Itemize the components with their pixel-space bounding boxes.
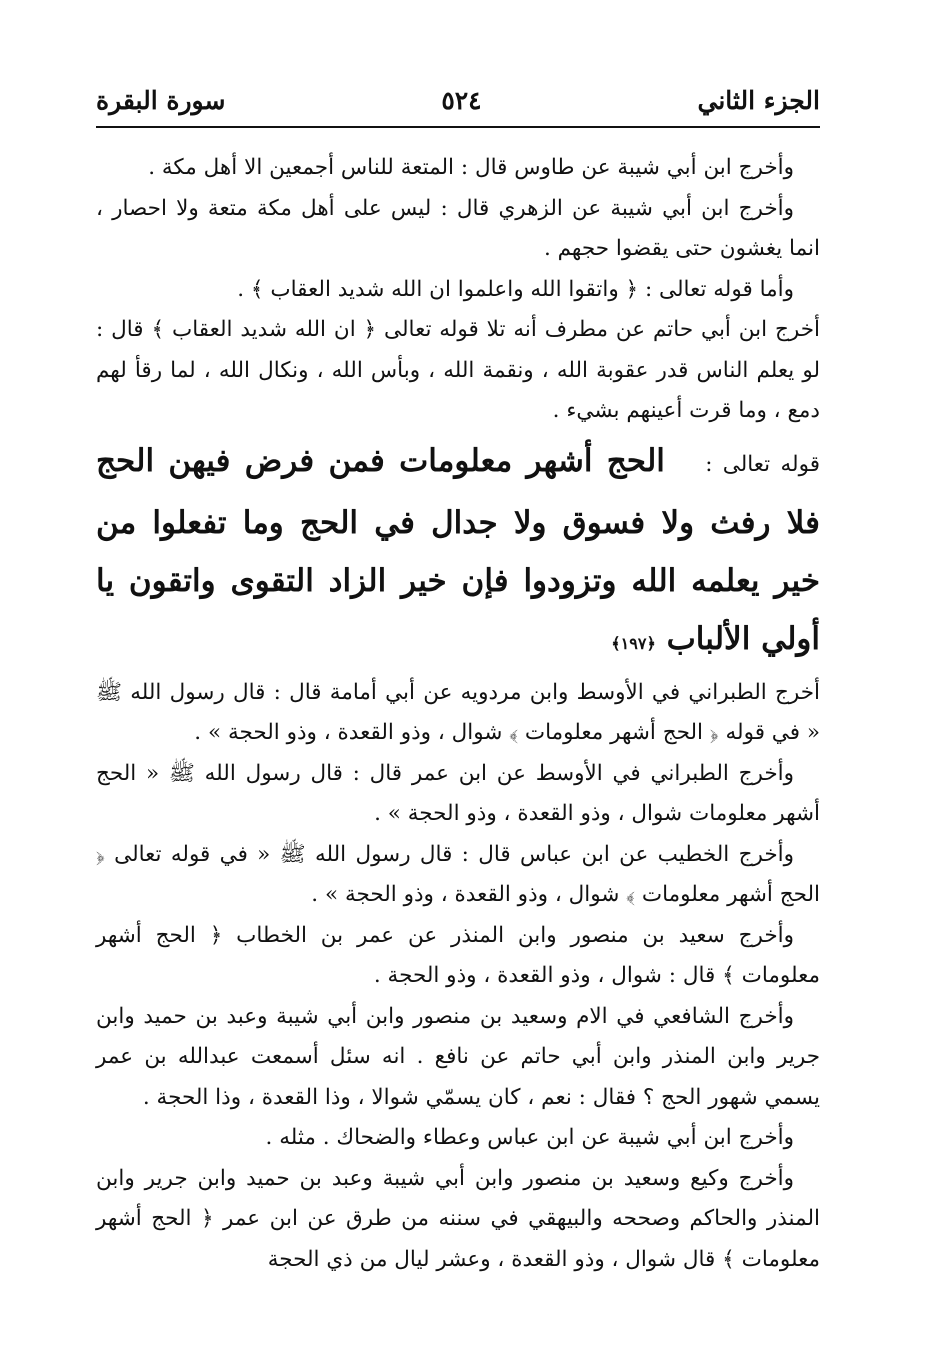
part-title: الجزء الثاني [697,85,820,115]
paragraph: وأخرج وكيع وسعيد بن منصور وابن أبي شيبة وعبد بن حميد وابن جرير وابن المنذر والحاكم وصححه والبيهقي في سننه من طرق عن ابن عمر ﴿ الحج أشهر معلومات ﴾ قال شوال ، وذو القعدة ، وعشر ليال من ذي الحجة [96,1165,820,1272]
surah-title: سورة البقرة [96,85,226,115]
header-rule [96,126,820,128]
verse-text: الحج أشهر معلومات فمن فرض فيهن الحج فلا رفث ولا فسوق ولا جدال في الحج وما تفعلوا من خير يعلمه الله وتزودوا فإن خير الزاد التقوى واتقون يا أولي الألباب [96,442,820,657]
page-number: ٥٢٤ [441,85,482,115]
paragraph: وأخرج الطبراني في الأوسط عن ابن عمر قال : قال رسول الله ﷺ « الحج أشهر معلومات شوال ، وذو القعدة ، وذو الحجة » . [96,760,820,826]
paragraph: وأخرج ابن أبي شيبة عن الزهري قال : ليس على أهل مكة متعة ولا احصار ، انما يغشون حتى يقضوا حجهم . [96,195,820,261]
quran-verse [96,432,820,673]
paragraph: وأخرج ابن أبي شيبة عن ابن عباس وعطاء والضحاك . مثله . [265,1125,794,1150]
paragraph: أخرج الطبراني في الأوسط وابن مردويه عن أبي أمامة قال : قال رسول الله ﷺ « في قوله ﴿ الحج أشهر معلومات ﴾ شوال ، وذو القعدة ، وذو الحجة » . [96,679,820,745]
paragraph: وأخرج سعيد بن منصور وابن المنذر عن عمر بن الخطاب ﴿ الحج أشهر معلومات ﴾ قال : شوال ، وذو القعدة ، وذو الحجة . [96,922,820,988]
paragraph: وأخرج الشافعي في الام وسعيد بن منصور وابن أبي شيبة وعبد بن حميد وابن جرير وابن المنذر وابن أبي حاتم عن نافع . انه سئل أسمعت عبدالله بن عمر يسمي شهور الحج ؟ فقال : نعم ، كان يسمّي شوالا ، وذا القعدة ، وذا الحجة . [96,1003,820,1110]
paragraph: أخرج ابن أبي حاتم عن مطرف أنه تلا قوله تعالى ﴿ ان الله شديد العقاب ﴾ قال : لو يعلم الناس قدر عقوبة الله ، ونقمة الله ، وبأس الله ، ونكال الله ، لما رقأ لهم دمع ، وما قرت أعينهم بشيء . [96,317,820,423]
paragraph: وأخرج الخطيب عن ابن عباس قال : قال رسول الله ﷺ « في قوله تعالى ﴿ الحج أشهر معلومات ﴾ شوال ، وذو القعدة ، وذو الحجة » . [96,841,820,907]
verse-number: ﴿١٩٧﴾ [611,633,656,653]
page-body [96,148,820,1280]
verse-intro: قوله تعالى : [705,451,820,477]
paragraph: وأما قوله تعالى : ﴿ واتقوا الله واعلموا ان الله شديد العقاب ﴾ . [237,276,794,302]
paragraph: وأخرج ابن أبي شيبة عن طاوس قال : المتعة للناس أجمعين الا أهل مكة . [148,155,794,180]
page-header [96,78,820,122]
